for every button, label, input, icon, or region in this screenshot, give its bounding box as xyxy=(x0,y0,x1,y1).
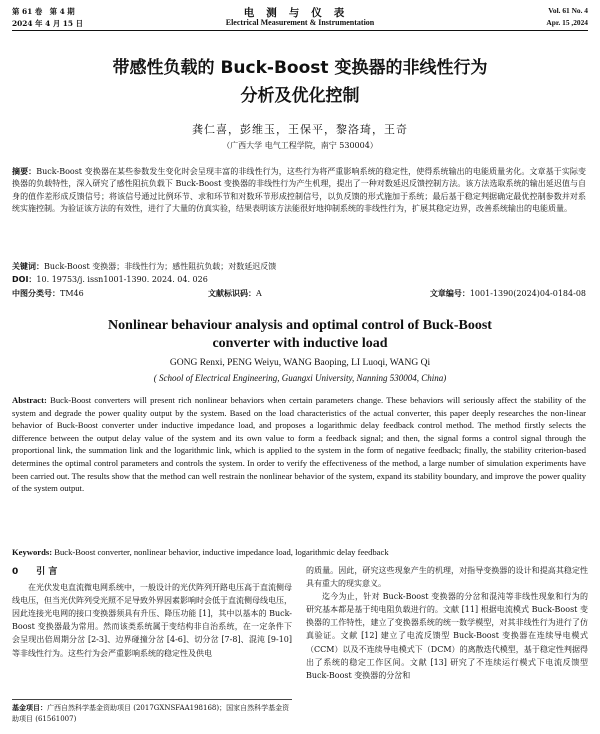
doc-code-value: A xyxy=(256,289,262,298)
title-en-line2: converter with inductive load xyxy=(212,336,388,351)
body-left-column xyxy=(12,566,292,660)
doc-code-label: 文献标识码： xyxy=(208,289,256,298)
title-cn-line1: 带感性负载的 Buck-Boost 变换器的非线性行为 xyxy=(112,58,488,78)
class-number xyxy=(12,288,84,299)
authors-cn: 龚仁喜，彭维玉，王保平，黎洛琦，王奇 xyxy=(192,123,408,136)
article-no-label: 文章编号： xyxy=(429,289,470,298)
volume-en: Vol. 61 No. 4 xyxy=(548,6,588,15)
class-label: 中图分类号： xyxy=(12,289,60,298)
funding-text: 广西自然科学基金资助项目 (2017GXNSFAA198168)；国家自然科学基金资助项目 (61561007) xyxy=(12,704,290,723)
keywords-en-text: Buck-Boost converter, nonlinear behavior, inductive impedance load, logarithmic delay feedback xyxy=(54,547,389,557)
authors-en: GONG Renxi, PENG Weiyu, WANG Baoping, LI Luoqi, WANG Qi xyxy=(169,358,431,368)
body-paragraph-right-1: 的质量。因此，研究这些现象产生的机理，对指导变换器的设计和提高其稳定性具有重大的现实意义。 xyxy=(306,566,588,589)
journal-title-en: Electrical Measurement & Instrumentation xyxy=(225,18,375,27)
abstract-en xyxy=(12,394,586,495)
body-paragraph-right-2: 迄今为止，针对 Buck-Boost 变换器的分岔和混沌等非线性现象和行为的研究基本都是基于纯电阻负载进行的。文献 [11] 根据电流模式 Buck-Boost 变换器的工作特性，建立了变换器系统的统一数学模型，对其非线性行为进行了仿真验证。文献 [12] 建立了电流反馈型 Buck-Boost 变换器在连续导电模式（CCM）以及不连续导电模式下（DCM）的离散迭代模型，基于稳定性判据得出了系统的稳定工作区间。文献 [13] 研究了不连续运行模式下电流反馈型 Buck-Boost 变换器的分岔和 xyxy=(306,592,588,680)
body-right-column xyxy=(306,564,588,682)
abstract-en-text: Buck-Boost converters will present rich nonlinear behaviors when certain parameters change. These behaviors will seriously affect the stability of the system and degrade the power quality output by the system. Based on the load characteristics of the actual converter, this paper deeply researches the non-linear behavior of Buck-Boost converter under inductive impedance load, and proposes a logarithmic delay feedback control method. The method firstly selects the difference between the output delay value of the system and its own value to form a feedback signal; and then, the signal forms a control signal through the proportional link, the summation link and the logarithmic link, which is applied to the system in the form of negative feedback; finally, the stability criterion-based determines the optimal control parameters and controls the system. In order to verify the effectiveness of the method, a large number of simulation experiments have been carried out. The results show that the method can well restrain the nonlinear behavior of the system, expand its stability boundary, and improve the power quality of the system output. xyxy=(12,395,586,494)
funding-footnote xyxy=(12,699,292,725)
doc-code xyxy=(208,288,262,299)
abstract-cn-text: Buck-Boost 变换器在某些参数发生变化时会呈现丰富的非线性行为，这些行为将严重影响系统的稳定性，使得系统输出的电能质量劣化。文章基于实际变换器的负载特性，深入研究了感性阻抗负载下 Buck-Boost 变换器的非线性行为产生机理，提出了一种对数延迟反馈控制方法。该方法选取系统的输出延迟值与自身的值作差形成反馈信号；将该信号通过比例环节、求和环节和对数环节形成控制信号，以负反馈的形式施加于系统；最后基于稳定判据确定最优控制参数并对系统实施控制。为验证该方法的有效性，进行了大量的仿真实验，结果表明该方法能很好地抑制系统的非线性行为，扩展其稳定边界，改善系统输出的电能质量。 xyxy=(12,167,586,214)
section-title: 引 言 xyxy=(36,567,58,577)
doi-label: DOI： xyxy=(12,275,37,284)
class-value: TM46 xyxy=(60,289,84,298)
journal-header xyxy=(12,6,588,40)
keywords-en xyxy=(12,547,586,557)
keywords-en-label: Keywords: xyxy=(12,547,53,557)
doi xyxy=(12,274,208,285)
title-en-line1: Nonlinear behaviour analysis and optimal control of Buck-Boost xyxy=(108,318,492,333)
classification-row xyxy=(12,288,586,300)
article-number xyxy=(430,288,586,299)
abstract-cn-label: 摘要： xyxy=(12,167,37,176)
journal-title-cn: 电测与仪表 xyxy=(243,7,357,19)
title-cn-line2: 分析及优化控制 xyxy=(240,86,360,106)
keywords-cn-text: Buck-Boost 变换器；非线性行为；感性阻抗负载；对数延迟反馈 xyxy=(44,262,277,271)
keywords-cn xyxy=(12,261,586,272)
header-rule xyxy=(12,30,588,31)
abstract-en-label: Abstract: xyxy=(12,395,47,405)
date-en: Apr. 15 ,2024 xyxy=(546,18,588,27)
abstract-cn xyxy=(12,166,586,216)
paper-title-cn xyxy=(0,54,600,110)
body-paragraph-left: 在光伏发电直流微电网系统中，一般设计的光伏阵列开路电压高于直流侧母线电压，但当光伏阵列受光照不足导致外界因素影响时会低于直流侧母线电压，因此连接光电网的接口变换器须具有升压、降压功能 [1]，其中以基本的 Buck-Boost 变换器最为常用。然而该类系统属于变结构非自治系统，在一定条件下会呈现出倍周期分岔 [2-3]、边界碰撞分岔 [4-6]、切分岔 [7-8]、混沌 [9-10] 等非线性行为。这些行为会严重影响系统的稳定性及供电 xyxy=(12,583,292,658)
keywords-cn-label: 关键词： xyxy=(12,262,44,271)
volume-cn: 第 61 卷 第 4 期 xyxy=(12,7,75,16)
date-cn: 2024 年 4 月 15 日 xyxy=(12,19,84,28)
doi-value: 10. 19753/j. issn1001-1390. 2024. 04. 026 xyxy=(36,275,208,284)
section-heading xyxy=(12,566,292,579)
paper-title-en xyxy=(0,317,600,353)
affiliation-en: ( School of Electrical Engineering, Guangxi University, Nanning 530004, China) xyxy=(153,373,447,383)
affiliation-cn: （广西大学 电气工程学院，南宁 530004） xyxy=(222,141,378,150)
funding-label: 基金项目： xyxy=(12,704,47,712)
article-no-value: 1001-1390(2024)04-0184-08 xyxy=(469,289,586,298)
section-number: 0 xyxy=(12,567,19,577)
